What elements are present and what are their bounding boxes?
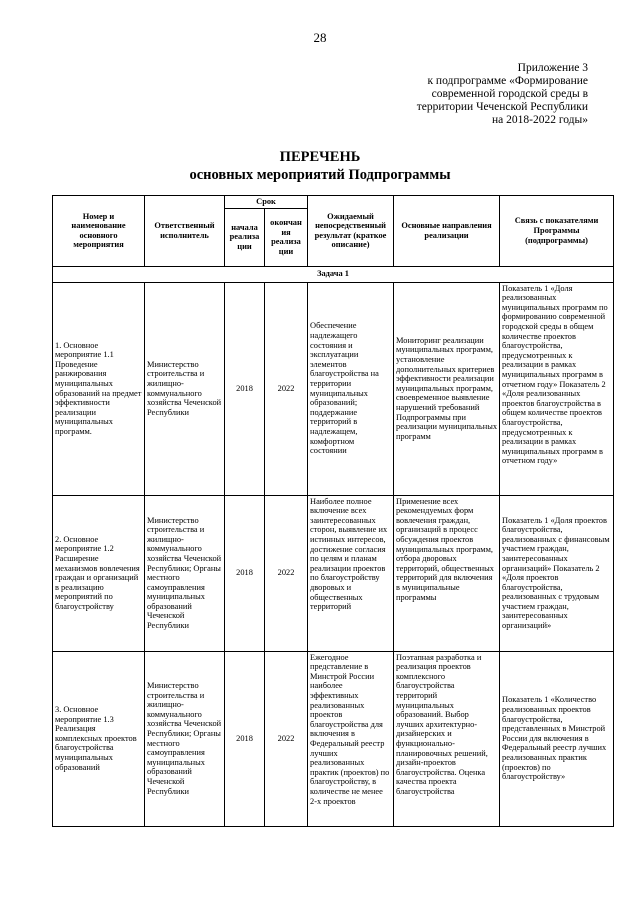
measure-executor: Министерство строительства и жилищно-коммунального хозяйства Чеченской Республики; Органы местного самоуправления муниципальных образований Чеченской Республики <box>145 651 225 826</box>
appendix-line-2: к подпрограмме «Формирование <box>427 75 588 87</box>
task-row <box>53 266 614 282</box>
measure-result: Обеспечение надлежащего состояния и эксплуатации элементов благоустройства на территории муниципальных образований; поддержание территорий в надлежащем, комфортном состоянии <box>308 282 394 495</box>
measure-link: Показатель 1 «Количество реализованных проектов благоустройства, представленных в Минстрой России для включения в Федеральный реестр лучших реализованных практик (проектов) по благоустройству» <box>500 651 614 826</box>
appendix-line-4: территории Чеченской Республики <box>416 101 588 113</box>
measure-name: 3. Основное мероприятие 1.3 Реализация комплексных проектов благоустройства муниципальных образований <box>53 651 145 826</box>
header-directions: Основные направления реализации <box>394 196 500 267</box>
measure-directions: Мониторинг реализации муниципальных программ, установление дополнительных критериев эффективности реализации муниципальных программ, своевременное выявление нарушений требований Подпрограммы при реализации муниципальных программ <box>394 282 500 495</box>
header-period: Срок <box>225 196 308 209</box>
header-result: Ожидаемый непосредственный результат (краткое описание) <box>308 196 394 267</box>
header-executor: Ответственный исполнитель <box>145 196 225 267</box>
page-number: 28 <box>313 30 327 45</box>
measure-start-year: 2018 <box>225 282 265 495</box>
measure-directions: Применение всех рекомендуемых форм вовлечения граждан, организаций в процесс обсуждения проектов муниципальных программ, отбора дворовых территорий, общественных территорий для включения в муниципальные программы <box>394 495 500 651</box>
measure-executor: Министерство строительства и жилищно-коммунального хозяйства Чеченской Республики <box>145 282 225 495</box>
appendix-note <box>370 62 588 127</box>
header-end: окончан ия реализа ции <box>265 208 308 266</box>
measure-name: 2. Основное мероприятие 1.2 Расширение механизмов вовлечения граждан и организаций в реализацию мероприятий по благоустройству <box>53 495 145 651</box>
measure-end-year: 2022 <box>265 651 308 826</box>
measure-start-year: 2018 <box>225 495 265 651</box>
measure-executor: Министерство строительства и жилищно-коммунального хозяйства Чеченской Республики; Органы местного самоуправления муниципальных образований Чеченской Республики <box>145 495 225 651</box>
header-number-name: Номер и наименование основного мероприятия <box>53 196 145 267</box>
task-label: Задача 1 <box>53 266 614 282</box>
table-row <box>53 651 614 826</box>
table-row <box>53 282 614 495</box>
appendix-line-5: на 2018-2022 годы» <box>491 114 588 126</box>
document-title <box>0 148 640 184</box>
title-line-1: ПЕРЕЧЕНЬ <box>279 149 361 165</box>
measure-link: Показатель 1 «Доля реализованных муниципальных программ по формированию современной городской среды в общем количестве проектов благоустройства, предусмотренных к реализации в рамках муниципальных программ в отчетном году» Показатель 2 «Доля реализованных проектов благоустройства в общем количестве проектов благоустройства, предусмотренных к реализации в рамках муниципальных программ в отчетном году» <box>500 282 614 495</box>
appendix-line-1: Приложение 3 <box>517 62 588 74</box>
measure-result: Наиболее полное включение всех заинтересованных сторон, выявление их истинных интересов, достижение согласия по целям и планам реализации проектов по благоустройству дворовых и общественных территорий <box>308 495 394 651</box>
measure-link: Показатель 1 «Доля проектов благоустройства, реализованных с финансовым участием граждан, заинтересованных организаций» Показатель 2 «Доля проектов благоустройства, реализованных с трудовым участием граждан, заинтересованных организаций» <box>500 495 614 651</box>
measure-name: 1. Основное мероприятие 1.1 Проведение ранжирования муниципальных образований на предмет эффективности реализации муниципальных программ. <box>53 282 145 495</box>
measure-start-year: 2018 <box>225 651 265 826</box>
measure-end-year: 2022 <box>265 282 308 495</box>
appendix-line-3: современной городской среды в <box>431 88 588 100</box>
measure-end-year: 2022 <box>265 495 308 651</box>
table-row <box>53 495 614 651</box>
header-link: Связь с показателями Программы (подпрограммы) <box>500 196 614 267</box>
header-start: начала реализа ции <box>225 208 265 266</box>
measures-table <box>52 195 614 827</box>
title-line-2: основных мероприятий Подпрограммы <box>189 167 451 183</box>
measure-directions: Поэтапная разработка и реализация проектов комплексного благоустройства территорий муниципальных образований. Выбор лучших архитектурно-дизайнерских и функционально-планировочных решений, дизайн-проектов благоустройства. Оценка качества проекта благоустройства <box>394 651 500 826</box>
measure-result: Ежегодное представление в Минстрой России наиболее эффективных реализованных проектов благоустройства для включения в Федеральный реестр лучших реализованных практик (проектов) по благоустройству, в количестве не менее 2-х проектов <box>308 651 394 826</box>
header-row-1 <box>53 196 614 209</box>
